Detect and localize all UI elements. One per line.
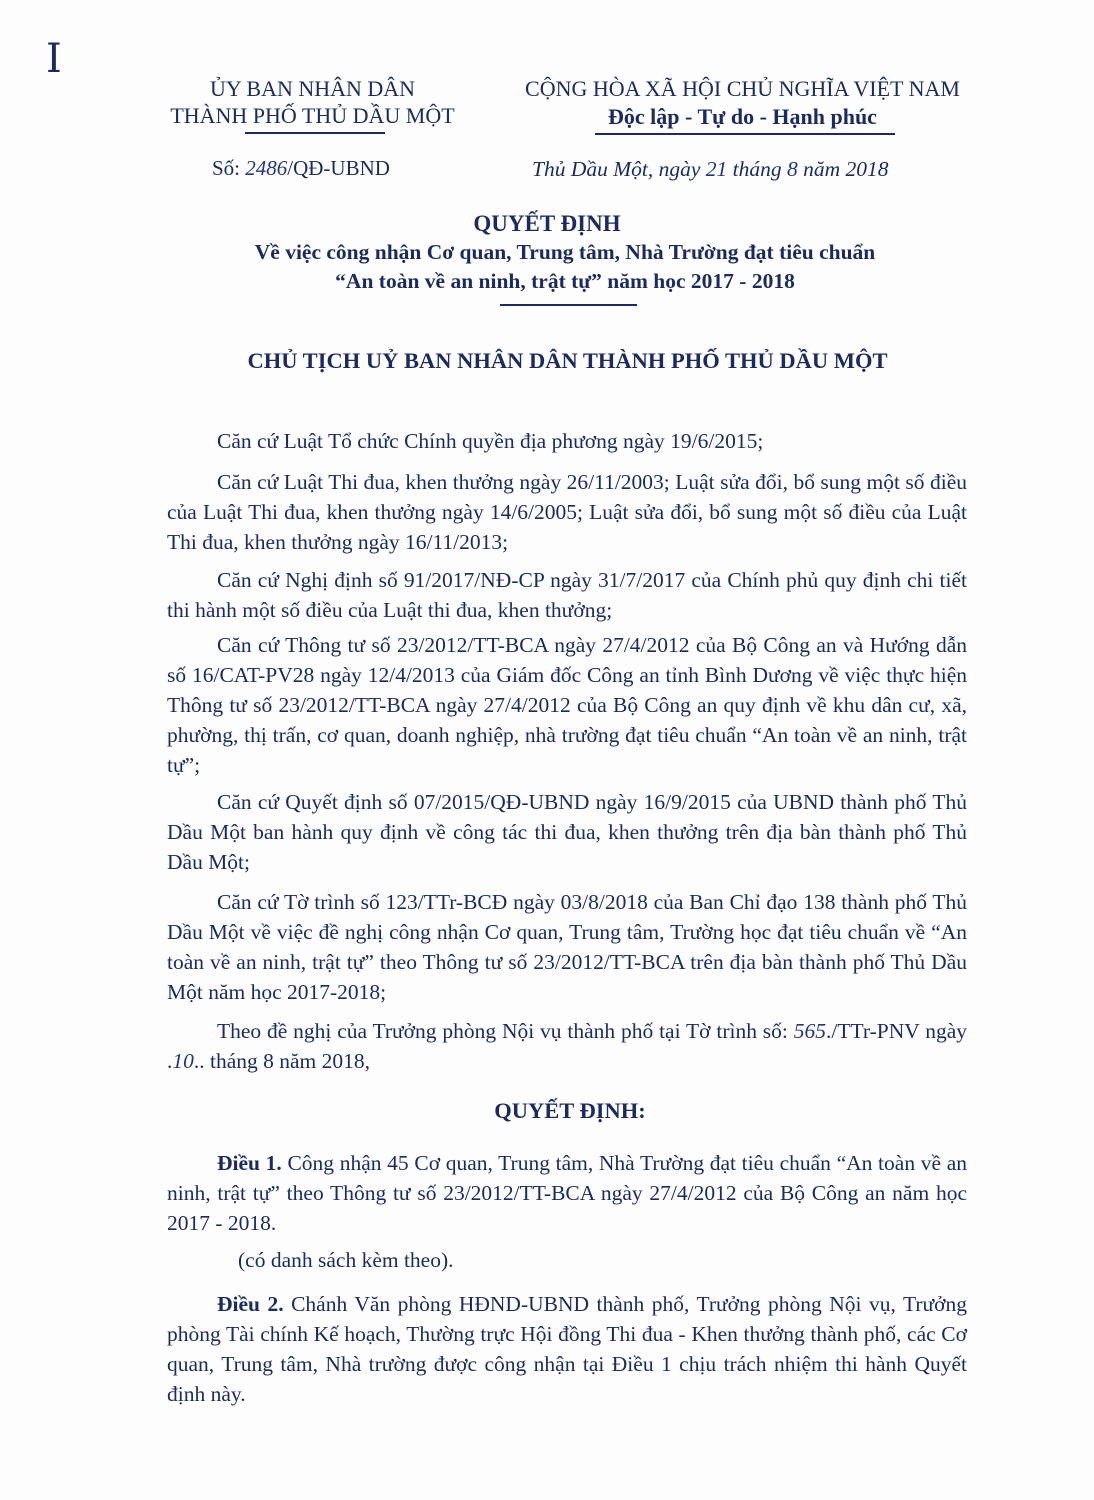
org-underline [245, 132, 385, 134]
org-name-line2: THÀNH PHỐ THỦ DẦU MỘT [170, 103, 455, 128]
date-mid: tháng [727, 157, 788, 181]
article-1 [167, 1148, 967, 1238]
preamble-paragraph-3: Căn cứ Nghị định số 91/2017/NĐ-CP ngày 31/7/2017 của Chính phủ quy định chi tiết thi hành một số điều của Luật thi đua, khen thưởng; [167, 568, 967, 622]
article-2-label: Điều 2. [217, 1292, 284, 1316]
document-date [532, 157, 889, 182]
document-subtitle-line1: Về việc công nhận Cơ quan, Trung tâm, Nhà Trường đạt tiêu chuẩn [254, 240, 876, 264]
margin-handwritten-mark: I [46, 36, 62, 82]
date-prefix: Thủ Dầu Một, ngày [532, 157, 706, 181]
document-subtitle-line2: “An toàn về an ninh, trật tự” năm học 2017 - 2018 [335, 269, 795, 293]
number-prefix: Số: [212, 156, 246, 180]
nation-name: CỘNG HÒA XÃ HỘI CHỦ NGHĨA VIỆT NAM [525, 76, 960, 101]
preamble-paragraph-4: Căn cứ Thông tư số 23/2012/TT-BCA ngày 27/4/2012 của Bộ Công an và Hướng dẫn số 16/CAT-PV28 ngày 12/4/2013 của Giám đốc Công an tỉnh Bình Dương về việc thực hiện Thông tư số 23/2012/TT-BCA ngày 27/4/2012 của Bộ Công an quy định về khu dân cư, xã, phường, thị trấn, cơ quan, doanh nghiệp, nhà trường đạt tiêu chuẩn “An toàn về an ninh, trật tự”; [167, 633, 967, 777]
proposal-text-before: Theo đề nghị của Trưởng phòng Nội vụ thành phố tại Tờ trình số: [217, 1019, 794, 1043]
date-month: 8 [787, 157, 798, 181]
motto-underline [595, 133, 895, 135]
document-title: QUYẾT ĐỊNH [473, 211, 621, 236]
org-name-line1: ỦY BAN NHÂN DÂN [209, 76, 416, 101]
article-2-text: Chánh Văn phòng HĐND-UBND thành phố, Trưởng phòng Nội vụ, Trưởng phòng Tài chính Kế hoạch, Thường trực Hội đồng Thi đua - Khen thưởng thành phố, các Cơ quan, Trung tâm, Nhà trường được công nhận tại Điều 1 chịu trách nhiệm thi hành Quyết định này. [167, 1292, 968, 1406]
title-underline [500, 304, 637, 306]
article-2 [167, 1289, 967, 1409]
preamble-paragraph-1: Căn cứ Luật Tổ chức Chính quyền địa phương ngày 19/6/2015; [217, 429, 764, 453]
proposal-number-handwritten: 565 [793, 1019, 826, 1043]
nation-motto: Độc lập - Tự do - Hạnh phúc [608, 104, 877, 129]
proposal-day-handwritten: 10 [172, 1049, 194, 1073]
article-1-label: Điều 1. [217, 1151, 282, 1175]
article-1-text: Công nhận 45 Cơ quan, Trung tâm, Nhà Trường đạt tiêu chuẩn “An toàn về an ninh, trật tự” theo Thông tư số 23/2012/TT-BCA ngày 27/4/2012 của Bộ Công an năm học 2017 - 2018. [167, 1151, 967, 1235]
decision-heading: QUYẾT ĐỊNH: [494, 1098, 646, 1123]
preamble-paragraph-6: Căn cứ Tờ trình số 123/TTr-BCĐ ngày 03/8/2018 của Ban Chỉ đạo 138 thành phố Thủ Dầu Một về việc đề nghị công nhận Cơ quan, Trung tâm, Trường học đạt tiêu chuẩn về “An toàn về an ninh, trật tự” theo Thông tư số 23/2012/TT-BCA trên địa bàn thành phố Thủ Dầu Một năm học 2017-2018; [167, 890, 967, 1004]
date-day: 21 [705, 157, 728, 181]
number-suffix: /QĐ-UBND [287, 156, 390, 180]
preamble-paragraph-5: Căn cứ Quyết định số 07/2015/QĐ-UBND ngày 16/9/2015 của UBND thành phố Thủ Dầu Một ban hành quy định về công tác thi đua, khen thưởng trên địa bàn thành phố Thủ Dầu Một; [167, 790, 967, 874]
attachment-note: (có danh sách kèm theo). [238, 1248, 454, 1272]
document-number [212, 156, 390, 181]
proposal-paragraph [167, 1016, 967, 1076]
issuing-authority: CHỦ TỊCH UỶ BAN NHÂN DÂN THÀNH PHỐ THỦ DẦU MỘT [247, 348, 888, 373]
number-handwritten: 2486 [245, 156, 288, 180]
date-suffix: năm 2018 [797, 157, 889, 181]
proposal-text-after: .. tháng 8 năm 2018, [193, 1049, 371, 1073]
proposal-text-mid: ./TTr-PNV ngày . [167, 1019, 967, 1073]
preamble-paragraph-2: Căn cứ Luật Thi đua, khen thưởng ngày 26/11/2003; Luật sửa đổi, bổ sung một số điều của Luật Thi đua, khen thưởng ngày 14/6/2005; Luật sửa đổi, bổ sung một số điều của Luật Thi đua, khen thưởng ngày 16/11/2013; [167, 470, 967, 554]
